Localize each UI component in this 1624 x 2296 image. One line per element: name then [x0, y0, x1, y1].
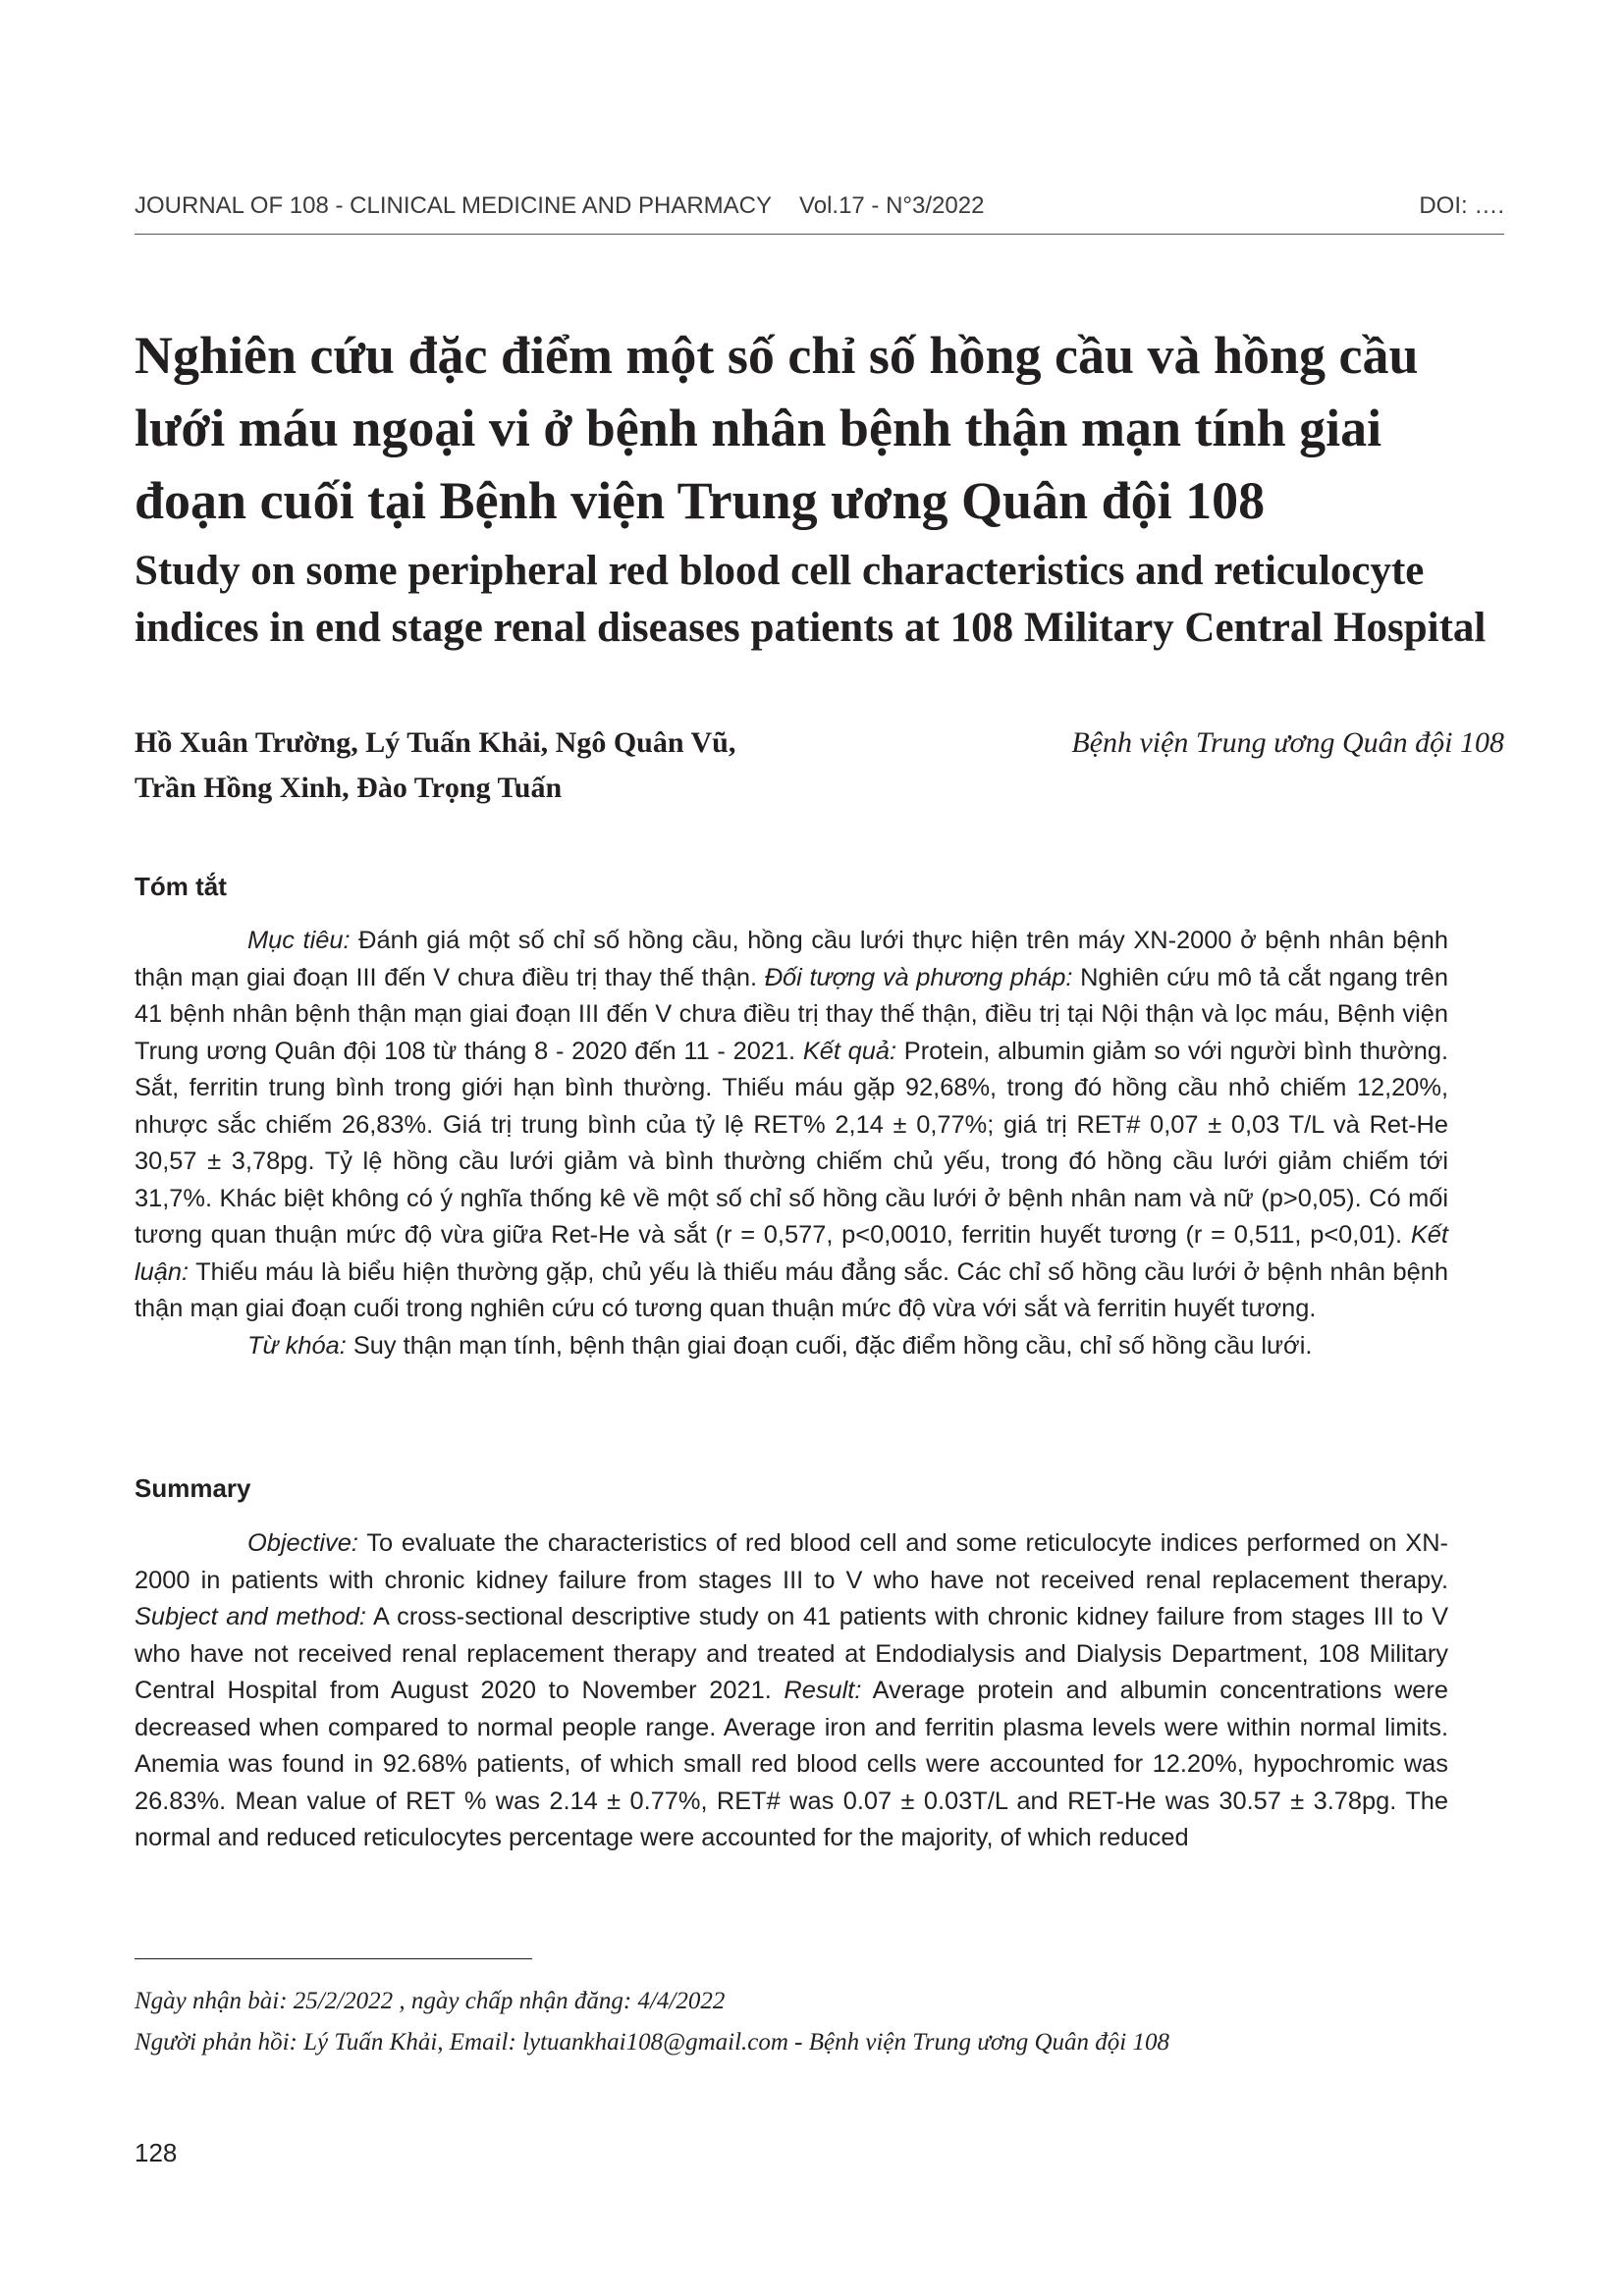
abstract-vi-paragraph [135, 923, 1448, 1328]
footnote-received: Ngày nhận bài: 25/2/2022 , ngày chấp nhận đăng: 4/4/2022 [135, 1988, 726, 2014]
abstract-en-paragraph [135, 1525, 1448, 1857]
footnote-divider [135, 1958, 532, 1959]
doi-label: DOI: …. [1419, 192, 1504, 219]
objective-label: Mục tiêu: [247, 927, 351, 954]
title-en-line: indices in end stage renal diseases patients at 108 Military Central Hospital [135, 605, 1487, 651]
journal-name: JOURNAL OF 108 - CLINICAL MEDICINE AND PHARMACY [135, 192, 773, 219]
page-number: 128 [135, 2138, 178, 2167]
header-divider [135, 234, 1504, 235]
abstract-en-heading: Summary [135, 1473, 251, 1503]
footnote-reviewer: Người phản hồi: Lý Tuấn Khải, Email: lytuankhai108@gmail.com - Bệnh viện Trung ương Quân đội 108 [135, 2029, 1169, 2056]
result-label: Result: [784, 1677, 862, 1704]
result-label: Kết quả: [802, 1037, 897, 1065]
objective-text: Đánh giá một số chỉ số hồng cầu, hồng cầu lưới thực hiện trên máy XN-2000 ở bệnh nhân bệnh thận mạn giai đoạn III đến V chưa điều trị thay thế thận. [135, 927, 1448, 991]
author-line: Trần Hồng Xinh, Đào Trọng Tuấn [135, 772, 563, 804]
objective-text: To evaluate the characteristics of red blood cell and some reticulocyte indices performed on XN-2000 in patients with chronic kidney failure from stages III to V who have not received renal replacement therapy. [135, 1529, 1448, 1594]
result-text: Average protein and albumin concentrations were decreased when compared to normal people range. Average iron and ferritin plasma levels were within normal limits. Anemia was found in 92.68% patients, of which small red blood cells were accounted for 12.20%, hypochromic was 26.83%. Mean value of RET % was 2.14 ± 0.77%, RET# was 0.07 ± 0.03T/L and RET-He was 30.57 ± 3.78pg. The normal and reduced reticulocytes percentage were accounted for the majority, of which reduced [135, 1677, 1449, 1851]
title-english [135, 543, 1509, 657]
method-text: A cross-sectional descriptive study on 41 patients with chronic kidney failure from stages III to V who have not received renal replacement therapy and treated at Endodialysis and Dialysis Department, 108 Military Central Hospital from August 2020 to November 2021. [135, 1603, 1449, 1704]
running-header [135, 192, 1504, 220]
abstract-vi-heading: Tóm tắt [135, 872, 227, 901]
abstract-english [135, 1525, 1448, 1857]
keywords-text: Suy thận mạn tính, bệnh thận giai đoạn cuối, đặc điểm hồng cầu, chỉ số hồng cầu lưới. [346, 1331, 1313, 1360]
title-vi-line: đoạn cuối tại Bệnh viện Trung ương Quân đội 108 [135, 471, 1266, 530]
title-vietnamese [135, 319, 1509, 537]
method-text: Nghiên cứu mô tả cắt ngang trên 41 bệnh nhân bệnh thận mạn giai đoạn III đến V chưa điều trị thay thế thận, điều trị tại Nội thận và lọc máu, Bệnh viện Trung ương Quân đội 108 từ tháng 8 - 2020 đến 11 - 2021. [135, 963, 1448, 1065]
journal-volume: Vol.17 - N°3/2022 [799, 192, 985, 219]
author-list [135, 721, 1018, 811]
result-text: Protein, albumin giảm so với người bình thường. Sắt, ferritin trung bình trong giới hạn bình thường. Thiếu máu gặp 92,68%, trong đó hồng cầu nhỏ chiếm 12,20%, nhược sắc chiếm 26,83%. Giá trị trung bình của tỷ lệ RET% 2,14 ± 0,77%; giá trị RET# 0,07 ± 0,03 T/L và Ret-He 30,57 ± 3,78pg. Tỷ lệ hồng cầu lưới giảm và bình thường chiếm chủ yếu, trong đó hồng cầu lưới giảm chiếm tới 31,7%. Khác biệt không có ý nghĩa thống kê về một số chỉ số hồng cầu lưới ở bệnh nhân nam và nữ (p>0,05). Có mối tương quan thuận mức độ vừa giữa Ret-He và sắt (r = 0,577, p<0,0010, ferritin huyết tương (r = 0,511, p<0,01). [135, 1037, 1448, 1249]
title-en-line: Study on some peripheral red blood cell characteristics and reticulocyte [135, 548, 1425, 594]
title-vi-line: Nghiên cứu đặc điểm một số chỉ số hồng cầu và hồng cầu [135, 326, 1419, 385]
objective-label: Objective: [247, 1529, 358, 1557]
conclusion-label: Kết luận: [135, 1221, 1448, 1286]
conclusion-text: Thiếu máu là biểu hiện thường gặp, chủ yếu là thiếu máu đẳng sắc. Các chỉ số hồng cầu lưới ở bệnh nhân bệnh thận mạn giai đoạn cuối trong nghiên cứu có tương quan thuận mức độ vừa với sắt và ferritin huyết tương. [135, 1257, 1448, 1322]
keywords-label: Từ khóa: [247, 1331, 347, 1360]
abstract-vietnamese [135, 923, 1448, 1364]
keywords-paragraph [135, 1328, 1448, 1365]
footnotes [135, 1981, 1411, 2063]
title-vi-line: lưới máu ngoại vi ở bệnh nhân bệnh thận mạn tính giai [135, 399, 1382, 457]
method-label: Đối tượng và phương pháp: [764, 963, 1073, 991]
author-affiliation: Bệnh viện Trung ương Quân đội 108 [1071, 726, 1504, 759]
author-line: Hồ Xuân Trường, Lý Tuấn Khải, Ngô Quân Vũ, [135, 726, 736, 759]
method-label: Subject and method: [135, 1603, 366, 1630]
